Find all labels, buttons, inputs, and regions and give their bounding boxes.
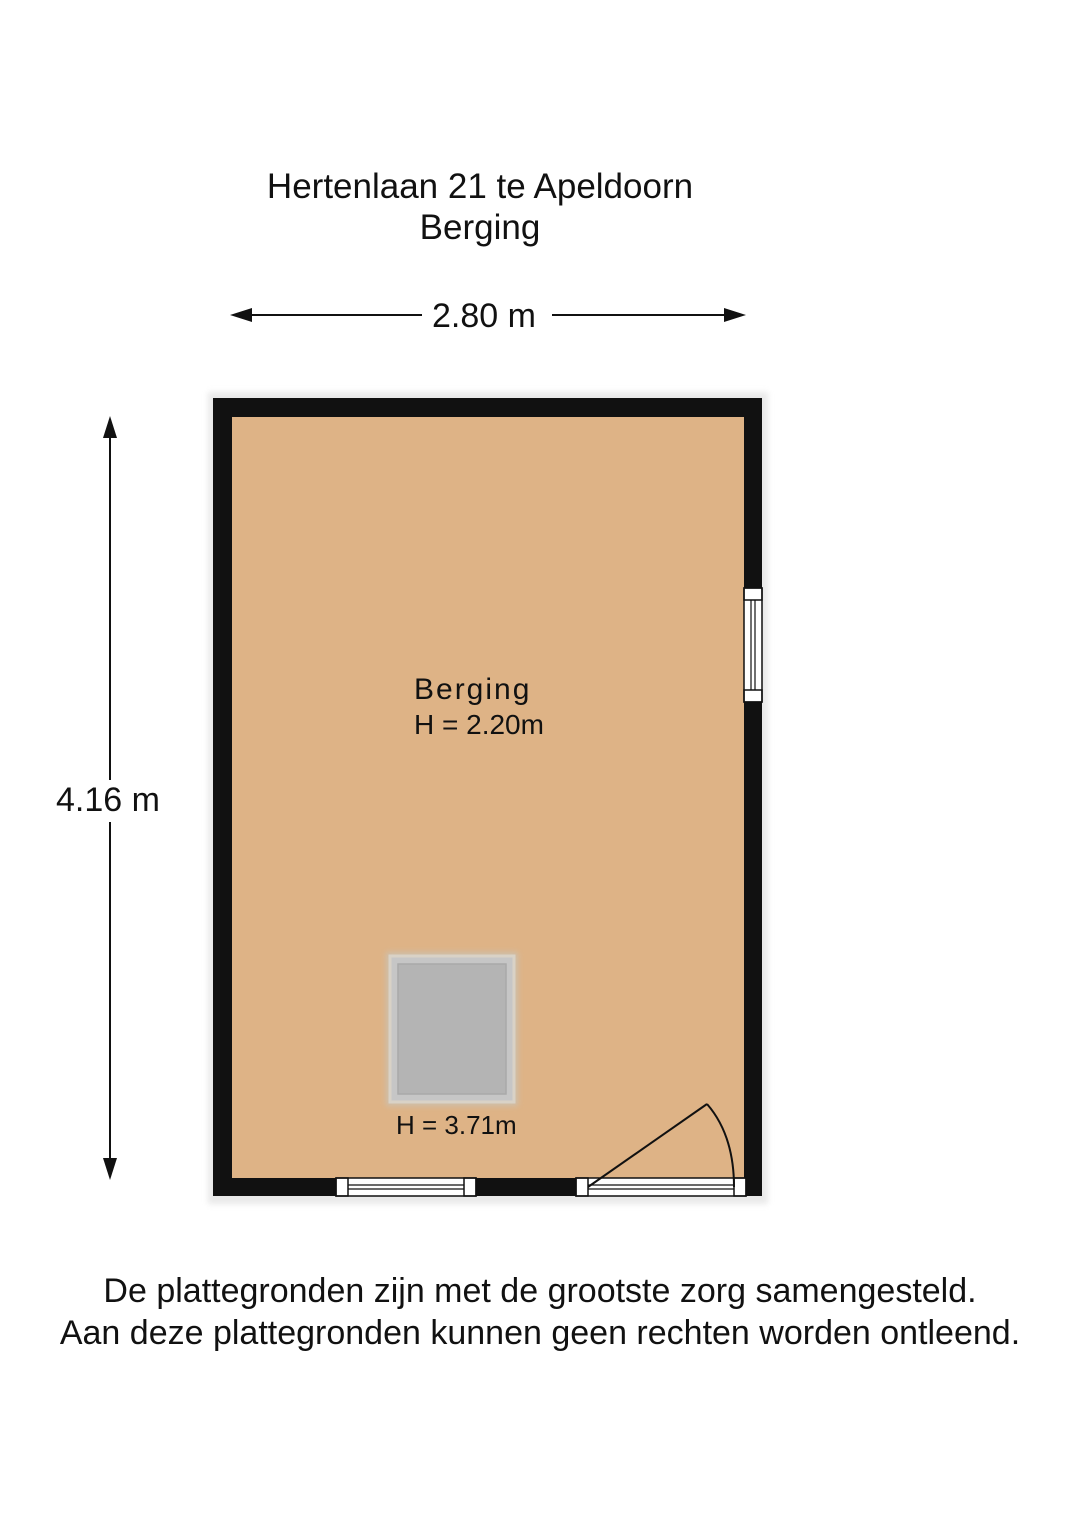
arrow-right-icon xyxy=(724,308,746,322)
width-dimension-label: 2.80 m xyxy=(428,296,540,336)
roof-hatch xyxy=(386,952,518,1106)
window-bottom-wall xyxy=(336,1178,476,1196)
arrow-left-icon xyxy=(230,308,252,322)
window-right-wall xyxy=(744,588,762,702)
arrow-down-icon xyxy=(103,1158,117,1180)
arrow-up-icon xyxy=(103,416,117,438)
room-name-label: Berging xyxy=(414,673,532,706)
disclaimer-line-1: De plattegronden zijn met de grootste zorg samengesteld. xyxy=(103,1272,977,1310)
depth-dimension-label: 4.16 m xyxy=(52,780,164,820)
floor-name: Berging xyxy=(419,208,541,247)
disclaimer-line-2: Aan deze plattegronden kunnen geen rechten worden ontleend. xyxy=(59,1314,1021,1352)
disclaimer xyxy=(0,1270,1080,1354)
room-height-label: H = 2.20m xyxy=(414,709,544,740)
hatch-height-label: H = 3.71m xyxy=(396,1110,517,1140)
property-address: Hertenlaan 21 te Apeldoorn xyxy=(266,167,694,206)
